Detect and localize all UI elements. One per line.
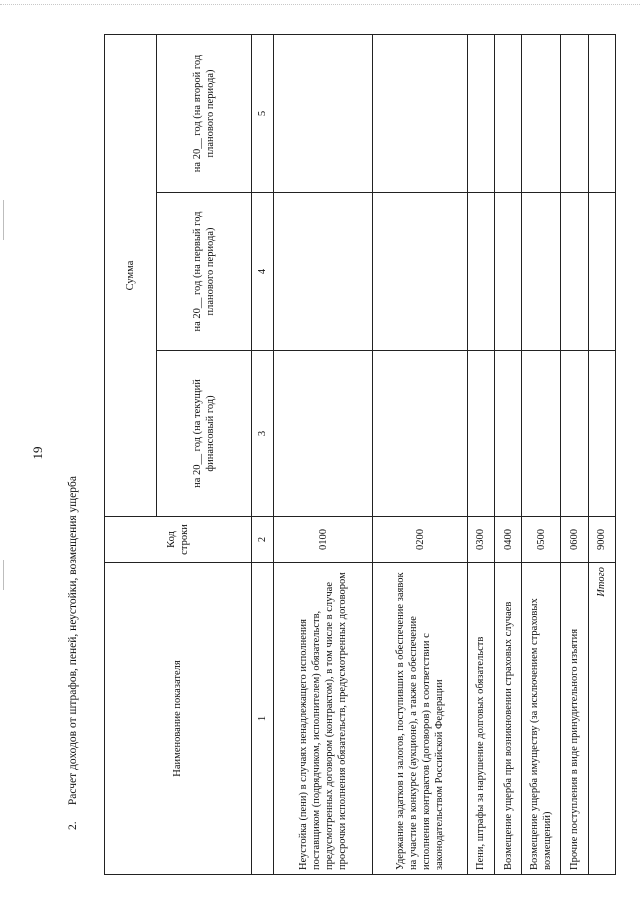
table-row: [561, 34, 588, 874]
sum-cell: [467, 351, 494, 517]
row-code: 0200: [373, 517, 467, 563]
column-number: 1: [251, 563, 274, 875]
sum-cell: [495, 193, 522, 351]
sum-cell: [522, 193, 561, 351]
sum-cell: [522, 34, 561, 192]
table-row: [495, 34, 522, 874]
table-row: [522, 34, 561, 874]
sum-cell: [561, 193, 588, 351]
sum-cell: [373, 193, 467, 351]
column-number: 2: [251, 517, 274, 563]
sum-cell: [561, 351, 588, 517]
sum-cell: [274, 193, 373, 351]
sum-cell: [588, 34, 615, 192]
page-number: 19: [30, 446, 45, 460]
sum-cell: [522, 351, 561, 517]
header-sum: Сумма: [105, 34, 157, 516]
row-code: 0400: [495, 517, 522, 563]
sum-cell: [467, 193, 494, 351]
header-current-year: на 20__ год (на текущий финансовый год): [157, 351, 251, 517]
section-number: 2.: [67, 821, 79, 830]
sum-cell: [495, 34, 522, 192]
total-label: Итого: [588, 563, 615, 875]
table-total-row: [588, 34, 615, 874]
header-code: Код строки: [105, 517, 252, 563]
sum-cell: [274, 34, 373, 192]
table-row: [467, 34, 494, 874]
indicator-name: Возмещение ущерба имуществу (за исключением страховых возмещений): [522, 563, 561, 875]
total-code: 9000: [588, 517, 615, 563]
indicator-name: Пени, штрафы за нарушение долговых обязательств: [467, 563, 494, 875]
sum-cell: [495, 351, 522, 517]
table-row: [373, 34, 467, 874]
row-code: 0100: [274, 517, 373, 563]
sum-cell: [373, 34, 467, 192]
section-heading: [67, 476, 79, 830]
indicator-name: Прочие поступления в виде принудительного изъятия: [561, 563, 588, 875]
table-row: [274, 34, 373, 874]
indicator-name: Удержание задатков и залогов, поступивших в обеспечение заявок на участие в конкурсе (аукционе), а также в обеспечение исполнения контрактов (договоров) в соответствии с законодательством Российской Федерации: [373, 563, 467, 875]
sum-cell: [373, 351, 467, 517]
indicator-name: Неустойка (пени) в случаях ненадлежащего исполнения поставщиком (подрядчиком, исполнителем) обязательств, предусмотренных договором (контрактом), в том числе в случае просрочки исполнения обязательств, предусмотренных договором: [274, 563, 373, 875]
sum-cell: [274, 351, 373, 517]
revenue-calculation-table: [104, 34, 616, 875]
sum-cell: [467, 34, 494, 192]
row-code: 0300: [467, 517, 494, 563]
row-code: 0500: [522, 517, 561, 563]
sum-cell: [588, 193, 615, 351]
header-plan-year-2: на 20__ год (на второй год планового периода): [157, 34, 251, 192]
header-plan-year-1: на 20__ год (на первый год планового периода): [157, 193, 251, 351]
sum-cell: [561, 34, 588, 192]
section-title: Расчет доходов от штрафов, пеней, неустойки, возмещения ущерба: [67, 476, 79, 806]
indicator-name: Возмещение ущерба при возникновении страховых случаев: [495, 563, 522, 875]
row-code: 0600: [561, 517, 588, 563]
column-number: 3: [251, 351, 274, 517]
column-number: 5: [251, 34, 274, 192]
column-number: 4: [251, 193, 274, 351]
header-indicator: Наименование показателя: [105, 563, 252, 875]
sum-cell: [588, 351, 615, 517]
